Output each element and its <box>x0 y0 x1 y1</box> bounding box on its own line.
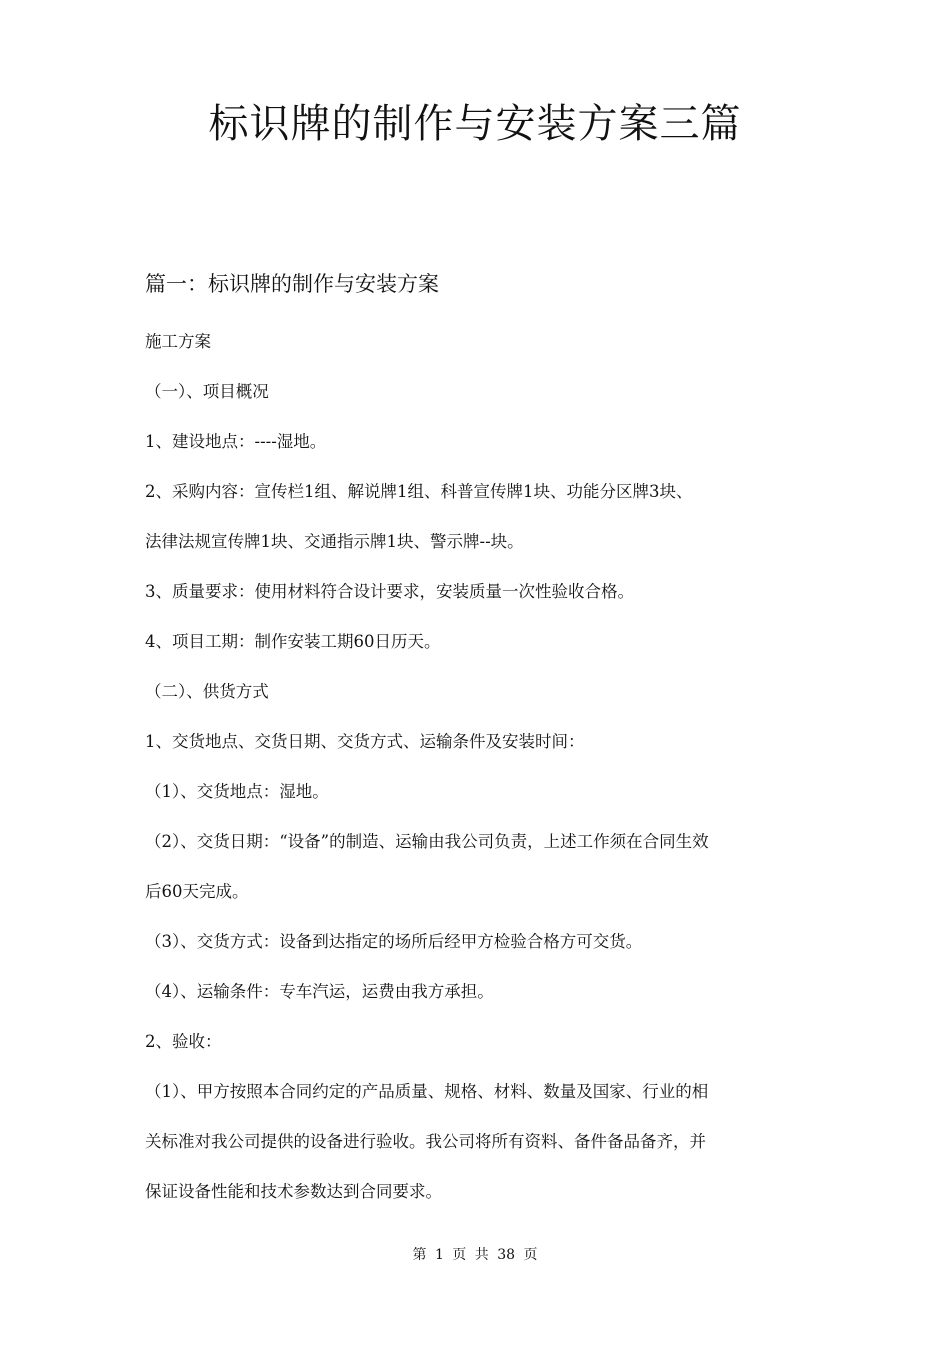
body-line: （1）、交货地点：湿地。 <box>145 782 329 801</box>
body-line: 施工方案 <box>145 332 211 351</box>
body-line: （一）、项目概况 <box>145 382 269 401</box>
document-body <box>145 326 825 1226</box>
body-line: 1、建设地点：----湿地。 <box>145 432 327 451</box>
body-line: （2）、交货日期：“设备”的制造、运输由我公司负责，上述工作须在合同生效 <box>145 832 709 851</box>
body-line: 2、采购内容：宣传栏1组、解说牌1组、科普宣传牌1块、功能分区牌3块、 <box>145 482 693 501</box>
body-line: 4、项目工期：制作安装工期60日历天。 <box>145 632 441 651</box>
body-line: 法律法规宣传牌1块、交通指示牌1块、警示牌--块。 <box>145 532 524 551</box>
body-line: 后60天完成。 <box>145 882 249 901</box>
section-heading: 篇一：标识牌的制作与安装方案 <box>145 272 439 296</box>
document-title: 标识牌的制作与安装方案三篇 <box>208 101 742 147</box>
body-line: （4）、运输条件：专车汽运，运费由我方承担。 <box>145 982 494 1001</box>
body-line: 保证设备性能和技术参数达到合同要求。 <box>145 1182 442 1201</box>
body-line: （3）、交货方式：设备到达指定的场所后经甲方检验合格方可交货。 <box>145 932 643 951</box>
body-line: （1）、甲方按照本合同约定的产品质量、规格、材料、数量及国家、行业的相 <box>145 1082 709 1101</box>
page-footer: 第 1 页 共 38 页 <box>412 1247 538 1263</box>
body-line: 3、质量要求：使用材料符合设计要求，安装质量一次性验收合格。 <box>145 582 634 601</box>
body-line: 关标准对我公司提供的设备进行验收。我公司将所有资料、备件备品备齐，并 <box>145 1132 706 1151</box>
body-line: （二）、供货方式 <box>145 682 269 701</box>
body-line: 1、交货地点、交货日期、交货方式、运输条件及安装时间： <box>145 732 585 751</box>
body-line: 2、验收： <box>145 1032 222 1051</box>
